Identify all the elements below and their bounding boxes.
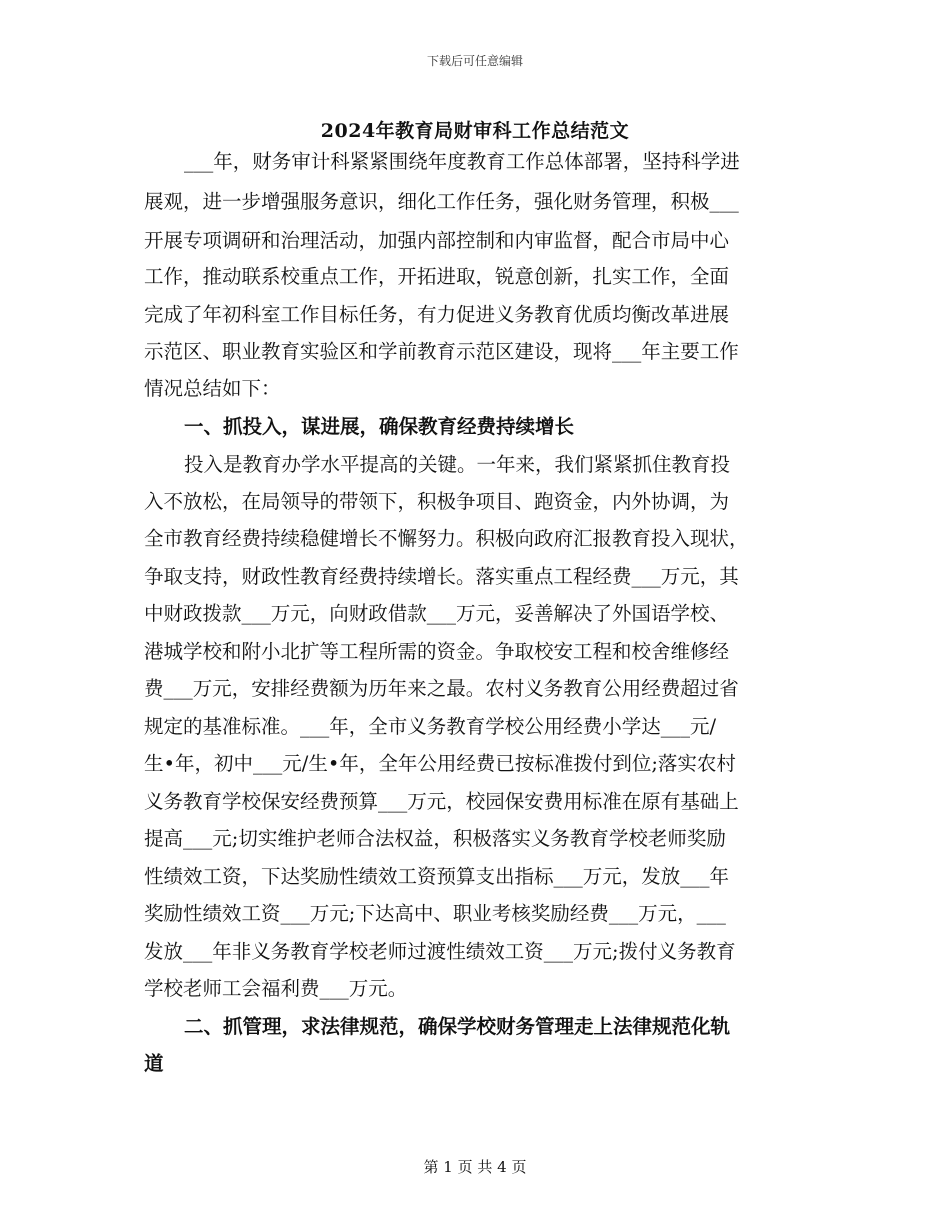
paragraph-line: 开展专项调研和治理活动，加强内部控制和内审监督，配合市局中心	[144, 229, 730, 252]
paragraph-line: 展观，进一步增强服务意识，细化工作任务，强化财务管理，积极___	[144, 190, 739, 213]
paragraph-line: 发放___年非义务教育学校老师过渡性绩效工资___万元;拨付义务教育	[144, 940, 736, 963]
paragraph-line: 争取支持，财政性教育经费持续增长。落实重点工程经费___万元，其	[144, 565, 739, 588]
header-note: 下载后可任意编辑	[426, 54, 523, 68]
paragraph-line: 义务教育学校保安经费预算___万元，校园保安费用标准在原有基础上	[144, 790, 739, 813]
document-title: 2024年教育局财审科工作总结范文	[320, 120, 630, 142]
paragraph-line: 生•年，初中___元/生•年，全年公用经费已按标准拨付到位;落实农村	[144, 752, 736, 775]
paragraph-line: 费___万元，安排经费额为历年来之最。农村义务教育公用经费超过省	[144, 677, 739, 700]
page-number-footer: 第 1 页 共 4 页	[423, 1158, 527, 1176]
section-heading-2-continued: 道	[144, 1052, 164, 1075]
paragraph-line: 奖励性绩效工资___万元;下达高中、职业考核奖励经费___万元，___	[144, 902, 726, 925]
paragraph-line: 投入是教育办学水平提高的关键。一年来，我们紧紧抓住教育投	[184, 453, 731, 476]
paragraph-line: 提高___元;切实维护老师合法权益，积极落实义务教育学校老师奖励	[144, 827, 726, 850]
paragraph-line: ___年，财务审计科紧紧围绕年度教育工作总体部署，坚持科学进	[184, 150, 740, 173]
paragraph-line: 示范区、职业教育实验区和学前教育示范区建设，现将___年主要工作	[144, 340, 739, 363]
paragraph-line: 完成了年初科室工作目标任务，有力促进义务教育优质均衡改革进展	[144, 303, 730, 326]
section-heading-1: 一、抓投入，谋进展，确保教育经费持续增长	[184, 415, 575, 438]
section-heading-2: 二、抓管理，求法律规范，确保学校财务管理走上法律规范化轨	[184, 1015, 731, 1038]
paragraph-line: 性绩效工资，下达奖励性绩效工资预算支出指标___万元，发放___年	[144, 865, 730, 888]
paragraph-line: 入不放松，在局领导的带领下，积极争项目、跑资金，内外协调，为	[144, 490, 730, 513]
paragraph-line: 港城学校和附小北扩等工程所需的资金。争取校安工程和校舍维修经	[144, 640, 730, 663]
paragraph-line: 工作，推动联系校重点工作，开拓进取，锐意创新，扎实工作，全面	[144, 265, 730, 288]
paragraph-line: 情况总结如下：	[144, 377, 281, 400]
paragraph-line: 全市教育经费持续稳健增长不懈努力。积极向政府汇报教育投入现状，	[144, 527, 749, 550]
paragraph-line: 学校老师工会福利费___万元。	[144, 977, 408, 1000]
paragraph-line: 规定的基准标准。___年，全市义务教育学校公用经费小学达___元/	[144, 715, 717, 738]
paragraph-line: 中财政拨款___万元，向财政借款___万元，妥善解决了外国语学校、	[144, 602, 730, 625]
